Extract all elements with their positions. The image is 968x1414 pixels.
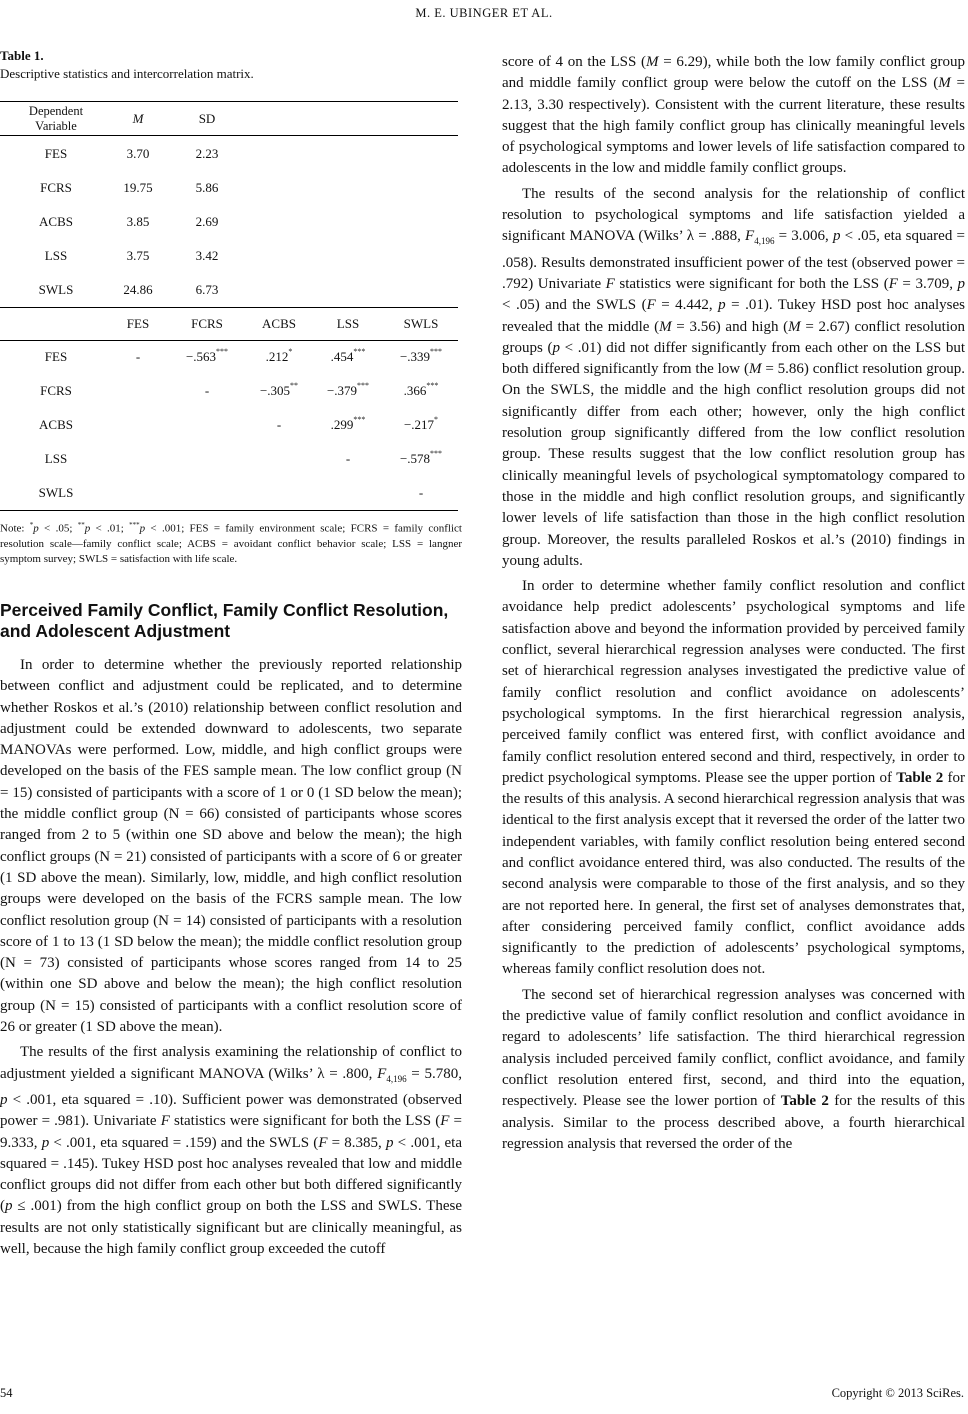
table-rule [0,135,458,136]
table-cell: 5.86 [195,180,219,195]
table-row-label: LSS [44,451,68,466]
table-cell: 2.23 [195,146,219,161]
table-cell: - [135,349,141,364]
right-body-text [502,52,965,1155]
left-body-text [0,655,462,1260]
table-cell: 3.85 [126,214,150,229]
table-cell: - [345,451,351,466]
table-cell: FES [44,146,68,161]
table-cell: 3.70 [126,146,150,161]
table-header-swls: SWLS [403,316,439,331]
table-header-acbs: ACBS [262,316,296,331]
table-cell: 24.86 [123,282,153,297]
table-cell: .212* [265,347,293,364]
table-cell: −.563*** [185,347,229,364]
table-cell: - [276,417,282,432]
table-header-dependent-variable: Dependent Variable [28,104,84,133]
table-rule [0,340,458,341]
table-cell: ACBS [39,214,73,229]
section-heading: Perceived Family Conflict, Family Conflict Resolution, and Adolescent Adjustment [0,600,449,641]
table-cell: 19.75 [123,180,153,195]
table-header-lss: LSS [336,316,360,331]
table-cell: 6.73 [195,282,219,297]
table-header-fcrs: FCRS [191,316,223,331]
table-cell: 3.75 [126,248,150,263]
table-caption: Descriptive statistics and intercorrelation matrix. [0,66,254,81]
table-row-label: FES [44,349,68,364]
table-rule [0,307,458,308]
table-cell: .299*** [330,415,366,432]
table-note: Note: *p < .05; **p < .01; ***p < .001; FES = family environment scale; FCRS = family conflict resolution scale—family conflict scale; ACBS = avoidant conflict behavior scale; LSS = langner symptom survey; SWLS = satisfaction with life scale. [0,521,462,565]
running-head: M. E. UBINGER ET AL. [415,6,553,20]
table-cell: 2.69 [195,214,219,229]
table-cell: .366*** [403,381,439,398]
table-header-sd: SD [198,111,216,126]
table-cell: LSS [44,248,68,263]
table-header-fes: FES [126,316,150,331]
page-number: 54 [0,1386,13,1400]
table-cell: .454*** [330,347,366,364]
table-cell: - [204,383,210,398]
table-row-label: SWLS [38,485,74,500]
table-cell: −.578*** [399,449,443,466]
table-rule [0,510,458,511]
body-paragraph: In order to determine whether the previously reported relationship between conflict and adjustment could be replicated, and to determine whether Roskos et al.’s (2010) relationship between conflict resolution and adjustment could be extended downward to adolescents, two separate MANOVAs were performed. Low, middle, and high conflict groups were developed on the basis of the FES sample mean. The low conflict group (N = 15) consisted of participants with a score of 1 or 0 (1 SD below the mean); the middle conflict group (N = 66) consisted of participants whose scores ranged from 2 to 5 (within one SD above and below the mean); the high conflict groups (N = 21) consisted of participants with a score of 6 or greater (1 SD above the mean). Similarly, low, middle, and high conflict resolution groups were developed on the basis of the FCRS sample mean. The low conflict resolution group (N = 14) consisted of participants with a resolution score of 1 to 13 (1 SD below the mean); the middle conflict resolution group (N = 73) consisted of participants whose scores ranged from 14 to 25 (within one SD above and below the mean); the high conflict resolution group (N = 15) consisted of participants with a conflict resolution score of 26 or greater (1 SD above the mean). [0,657,462,1036]
body-paragraph: The second set of hierarchical regression analyses was concerned with the predictive value of family conflict resolution and conflict avoidance in regard to adolescents’ life satisfaction. The third hierarchical regression analysis included perceived family conflict, conflict avoidance, and family conflict resolution entered first, second, and third into the equation, respectively. Please see the lower portion of Table 2 for the results of this analysis. Similar to the process described above, a fourth hierarchical regression analysis that reversed the order of the [502,986,965,1152]
copyright: Copyright © 2013 SciRes. [831,1386,964,1400]
table-row-label: FCRS [40,383,72,398]
body-paragraph: The results of the second analysis for the relationship of conflict resolution to psychological symptoms and life satisfaction yielded a significant MANOVA (Wilks’ λ = .888, $F_{4,196} = 3.006$, p < .05, eta squared = .058). Results demonstrated insufficient power of the test (observed power = .792) Univariate F statistics were significant for both the LSS (F = 3.709, p < .05) and the SWLS (F = 4.442, p = .01). Tukey HSD post hoc analyses revealed that the middle (M = 3.56) and high (M = 2.67) conflict resolution groups (p < .01) did not differ significantly from each other on the LSS but both differed significantly from the low (M = 5.86) conflict resolution group. On the SWLS, the middle and the high conflict resolution groups did not significantly differ from each other; however, only the high conflict resolution group significantly differed from the low conflict resolution group. These results suggest that the low conflict resolution group has clinically meaningful levels of psychological symptomatology compared to those in the middle and high conflict resolution groups, and significantly lower levels of life satisfaction than those in the high conflict resolution group. Moreover, the results paralleled Roskos et al.’s (2010) findings in young adults. [502,185,966,569]
table-label: Table 1. [0,48,44,63]
table-cell: 3.42 [195,248,219,263]
table-cell: SWLS [38,282,74,297]
table-header-mean: M [132,111,144,126]
table-cell: −.305** [259,381,299,398]
body-paragraph: The results of the first analysis examining the relationship of conflict to adjustment yielded a significant MANOVA (Wilks’ λ = .800, $F_{4,196} = 5.780$, p < .001, eta squared = .10). Sufficient power was demonstrated (observed power = .981). Univariate F statistics were significant for both the LSS (F = 9.333, p < .001, eta squared = .159) and the SWLS (F = 8.385, p < .001, eta squared = .145). Tukey HSD post hoc analyses revealed that low and middle conflict groups did not differ from each other but both differed significantly (p ≤ .001) from the high conflict group on both the LSS and SWLS. These results are not only statistically significant but are clinically meaningful, as well, because the high family conflict group exceeded the cutoff [0,1044,462,1258]
table-row-label: ACBS [39,417,73,432]
table-cell: −.217* [403,415,439,432]
table-cell: - [418,485,424,500]
table-cell: −.339*** [399,347,443,364]
table-cell: FCRS [40,180,72,195]
body-paragraph: score of 4 on the LSS (M = 6.29), while both the low family conflict group and middle family conflict group were below the cutoff on the LSS (M = 2.13, 3.30 respectively). Consistent with the current literature, these results suggest that the high family conflict group has clinically meaningful levels of psychological symptoms and lower levels of life satisfaction compared to adolescents in the low and middle family conflict groups. [502,54,965,177]
table-rule [0,101,458,102]
table-cell: −.379*** [326,381,370,398]
body-paragraph: In order to determine whether family conflict resolution and conflict avoidance help predict adolescents’ psychological symptoms and life satisfaction above and beyond the information provided by perceived family conflict, several hierarchical regression analyses were conducted. The first set of hierarchical regression analyses investigated the predictive value of family conflict resolution and conflict avoidance on adolescents’ psychological symptoms. In the first hierarchical regression analysis, perceived family conflict was entered first, with conflict avoidance and family conflict resolution entered second and third, respectively, in order to predict psychological symptoms. Please see the upper portion of Table 2 for the results of this analysis. A second hierarchical regression analysis that was identical to the first analysis except that it reversed the order of the latter two independent variables, with family conflict resolution being entered second and conflict avoidance entered third, was also conducted. The results of the second analysis were comparable to those of the first analysis, and so they are not reported here. In general, the first set of analyses demonstrates that, after considering perceived family conflict, conflict avoidance adds significantly to the prediction of adolescents’ psychological symptoms, whereas family conflict resolution does not. [502,578,965,978]
